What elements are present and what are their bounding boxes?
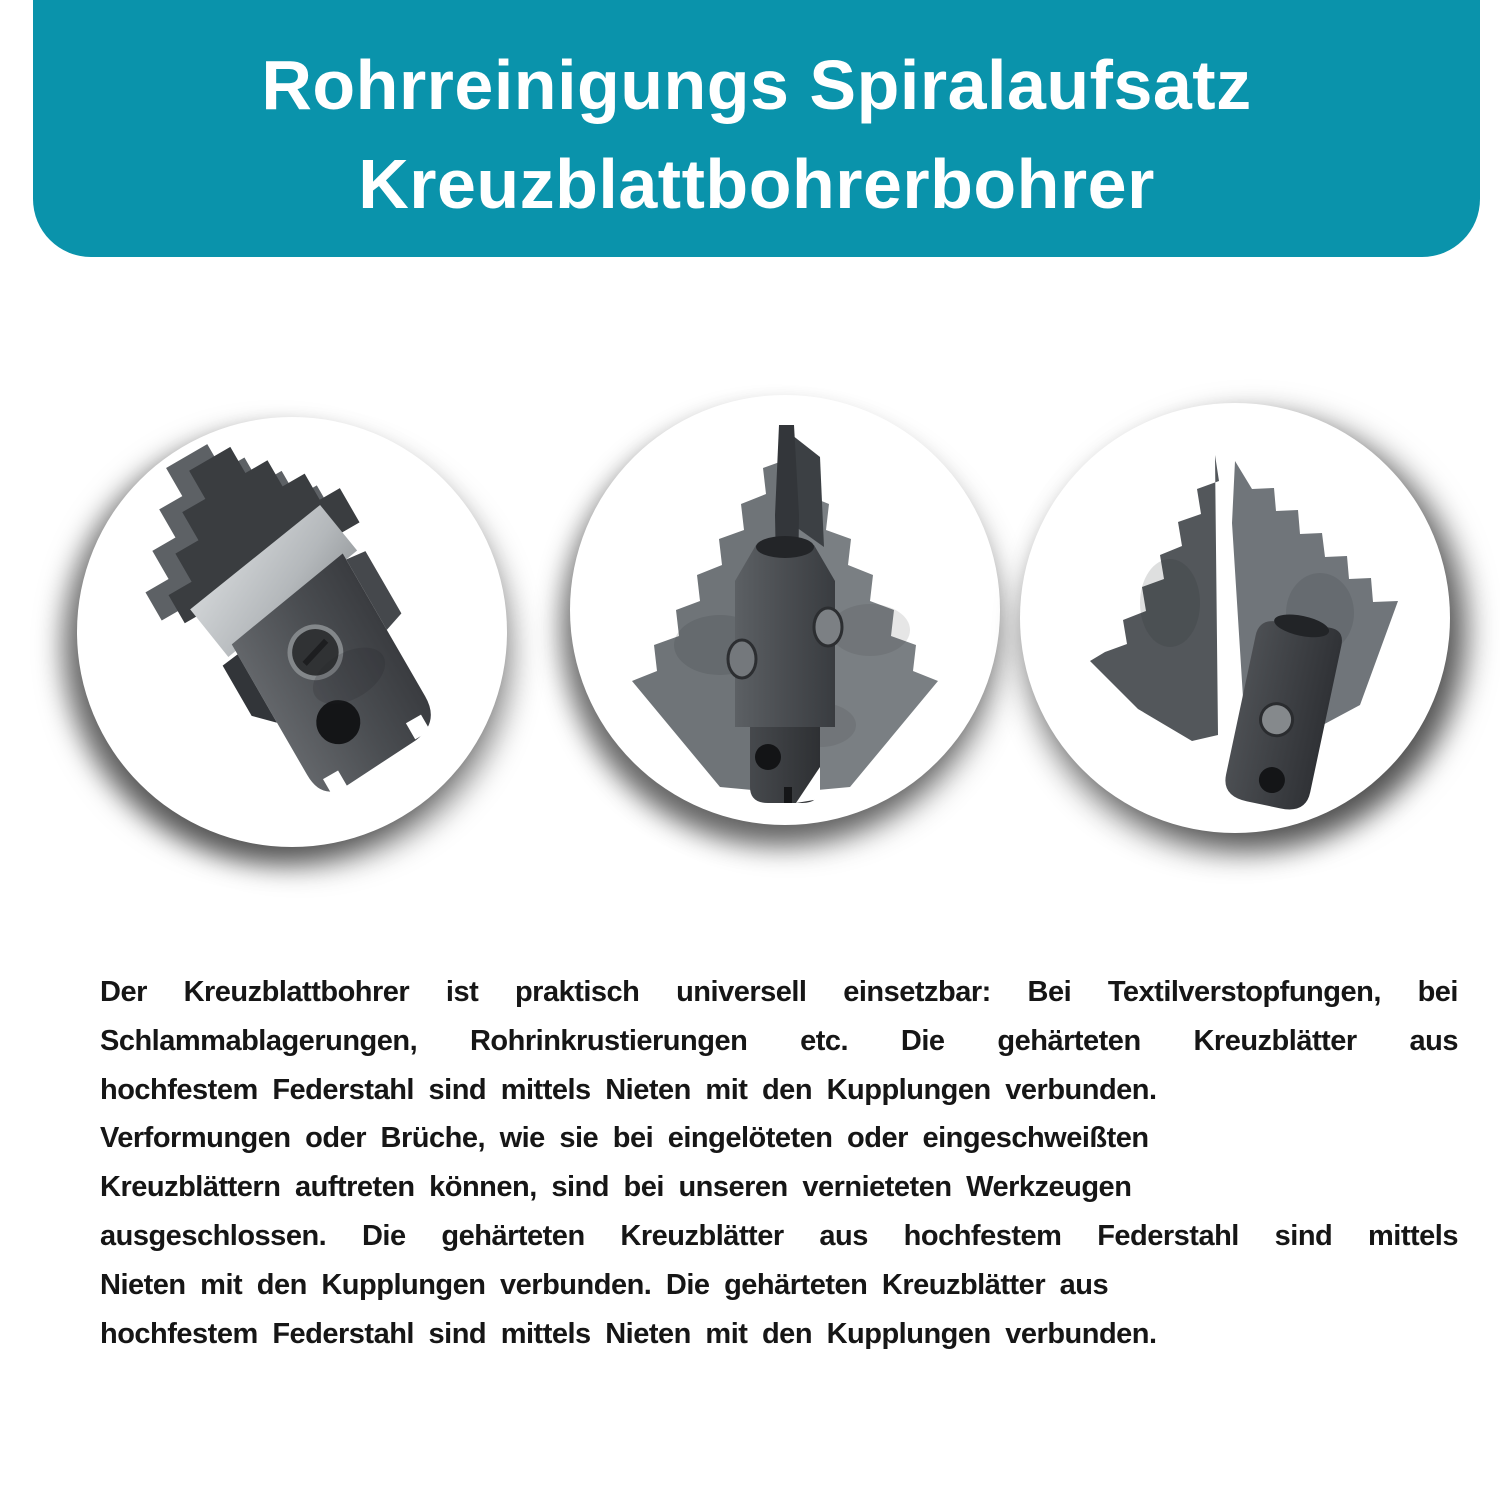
cross-blade-drill-bit-angled-icon: [77, 417, 507, 847]
title-banner: [33, 0, 1480, 257]
cross-blade-drill-bit-front-icon: [570, 395, 1000, 825]
description-line: ausgeschlossen. Die gehärteten Kreuzblätter aus hochfestem Federstahl sind mittels: [100, 1219, 1458, 1252]
page-title-line-1: Rohrreinigungs Spiralaufsatz: [261, 46, 1252, 124]
description-line: Der Kreuzblattbohrer ist praktisch universell einsetzbar: Bei Textilverstopfungen, bei: [100, 976, 1458, 1008]
description-line: hochfestem Federstahl sind mittels Nieten mit den Kupplungen verbunden.: [100, 1317, 1157, 1350]
description-line: Schlammablagerungen, Rohrinkrustierungen etc. Die gehärteten Kreuzblätter aus: [100, 1024, 1458, 1057]
description-line: hochfestem Federstahl sind mittels Nieten mit den Kupplungen verbunden.: [100, 1073, 1157, 1106]
product-photo-2: [570, 395, 1000, 825]
page-title-line-2: Kreuzblattbohrerbohrer: [358, 145, 1155, 223]
description-line: Verformungen oder Brüche, wie sie bei eingelöteten oder eingeschweißten: [100, 1122, 1149, 1155]
description-line: Nieten mit den Kupplungen verbunden. Die gehärteten Kreuzblätter aus: [100, 1268, 1109, 1301]
cross-blade-drill-bit-vee-icon: [1020, 403, 1450, 833]
product-photo-1: [77, 417, 507, 847]
product-description: [100, 968, 1458, 1358]
description-line: Kreuzblättern auftreten können, sind bei unseren vernieteten Werkzeugen: [100, 1171, 1132, 1204]
product-photo-3: [1020, 403, 1450, 833]
